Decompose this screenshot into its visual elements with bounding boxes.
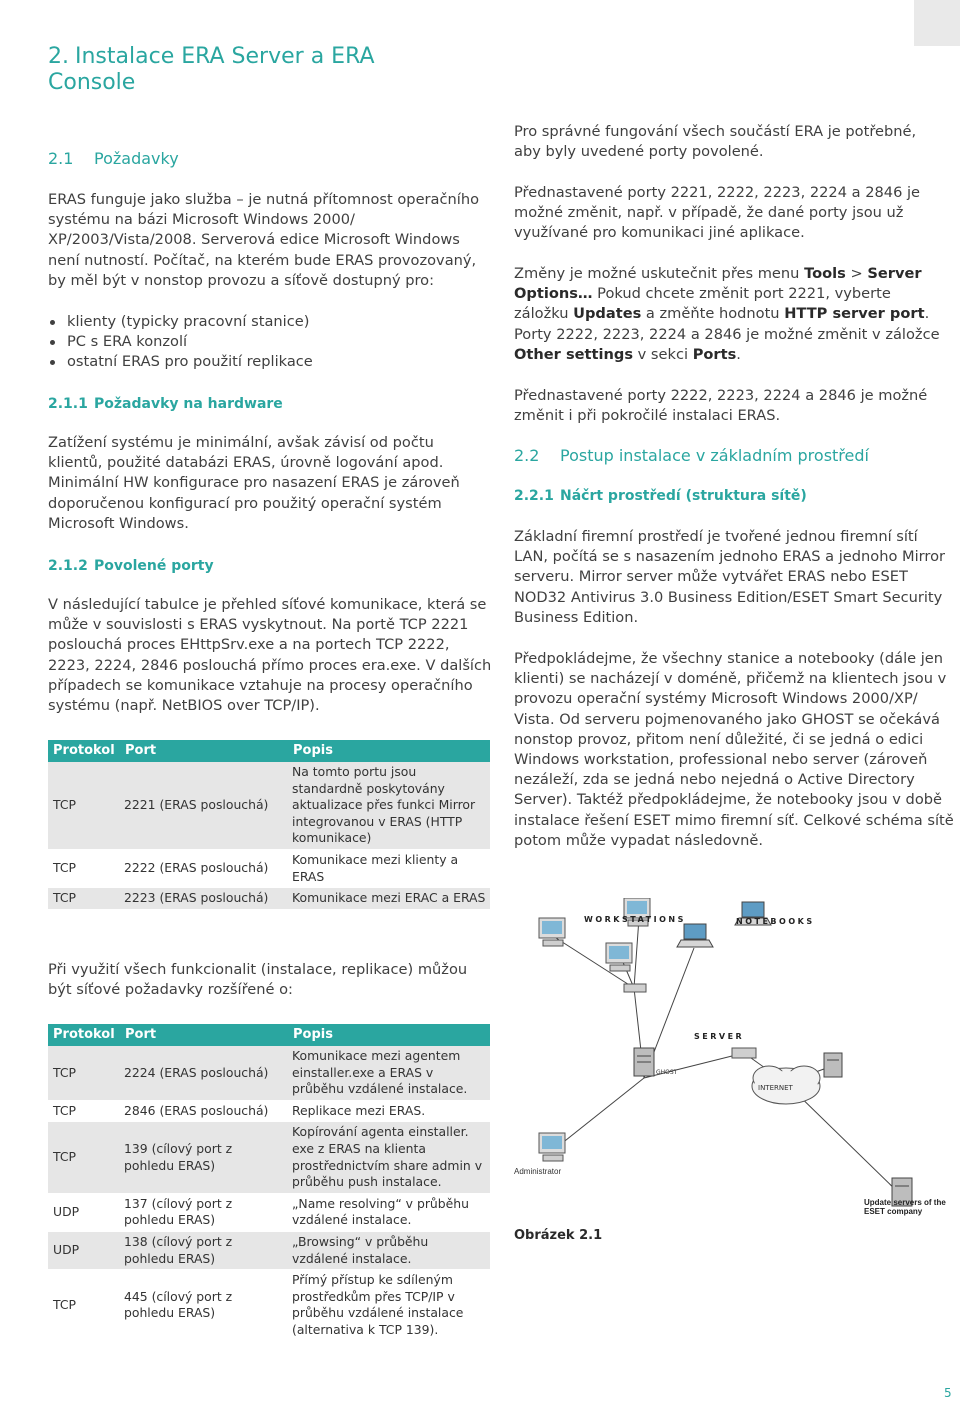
extended-requirements-paragraph: Při využití všech funkcionalit (instalace, replikace) můžou být síťové požadavky rozšířené o: — [48, 961, 468, 999]
table-row: TCP 2222 (ERAS poslouchá) Komunikace mezi klienty a ERAS — [48, 849, 490, 887]
workstation-icon — [606, 943, 632, 971]
extended-ports-table — [48, 1024, 490, 1342]
page-number: 5 — [944, 1386, 952, 1400]
default-ports-paragraph: Přednastavené porty 2221, 2222, 2223, 2224 a 2846 je možné změnit, např. v případě, že dané porty jsou už využívané pro komunikaci jiné aplikace. — [514, 184, 921, 242]
assumptions-paragraph: Předpokládejme, že všechny stanice a notebooky (dále jen klienti) se nacházejí v doméně, přičemž na klientech jsou v provozu operační systémy Microsoft Windows 2000/XP/ Vista. Od serveru pojmenovaného jako GHOST se očekává nonstop provoz, přitom není důležité, či se jedná o edici Windows workstation, professional nebo server (zároveň nezáleží, zda se jedná nebo nejedná o Active Directory Server). Taktéž předpokládejme, že notebooky jsou v době instalace řešení ESET mimo firemní síť. Celkové schéma sítě potom může vypadat následovně. — [514, 650, 954, 849]
column-header: Protokol — [48, 740, 120, 762]
environment-paragraph: Základní firemní prostředí je tvořené jednou firemní sítí LAN, počítá se s nasazením jednoho ERAS a jednoho Mirror serveru. Mirror server může vytvářet ERAS nebo ESET NOD32 Antivirus 3.0 Business Edition/ESET Smart Security Business Edition. — [514, 528, 946, 626]
section-ports: Ports — [692, 345, 737, 363]
menu-tools: Tools — [804, 265, 846, 282]
update-servers-label-wrapper — [864, 1198, 954, 1228]
workstation-icon — [539, 918, 565, 946]
corner-tab — [914, 0, 960, 46]
column-header: Port — [120, 740, 288, 762]
ghost-label: GHOST — [656, 1069, 678, 1076]
heading-2-1: 2.1 Požadavky — [48, 149, 179, 168]
workstation-icons — [539, 898, 650, 971]
table-row: TCP 2224 (ERAS poslouchá) Komunikace mezi agentem einstaller.exe a ERAS v průběhu vzdálené instalace. — [48, 1046, 490, 1100]
table-row: TCP 139 (cílový port z pohledu ERAS) Kopírování agenta einstaller. exe z ERAS na klienta prostřednictvím share admin v průběhu push instalace. — [48, 1122, 490, 1193]
column-header: Port — [120, 1024, 288, 1046]
network-diagram — [514, 898, 954, 1238]
heading-2-1-1: 2.1.1 Požadavky na hardware — [48, 396, 283, 412]
ports-paragraph: V následující tabulce je přehled síťové komunikace, která se může v souvislosti s ERAS vyskytnout. Na portě TCP 2221 poslouchá proces EHttpSrv.exe a na portech TCP 2222, 2223, 2224, 2846 poslouchá přímo proces era.exe. V dalších případech se komunikace vztahuje na procesy operačního systému (např. NetBIOS over TCP/IP). — [48, 596, 492, 715]
table-row: UDP 138 (cílový port z pohledu ERAS) „Browsing“ v průběhu vzdálené instalace. — [48, 1231, 490, 1269]
update-servers-label: Update servers of the ESET company — [864, 1198, 946, 1216]
menu-server-options: Server Options… — [514, 265, 922, 303]
table-row: TCP 2846 (ERAS poslouchá) Replikace mezi ERAS. — [48, 1100, 490, 1122]
tab-updates: Updates — [573, 305, 642, 323]
internet-label: INTERNET — [758, 1084, 793, 1092]
administrator-label: Administrator — [514, 1167, 562, 1176]
list-item: klienty (typicky pracovní stanice) — [48, 312, 488, 332]
table-row: TCP 445 (cílový port z pohledu ERAS) Přímý přístup ke sdíleným prostředkům přes TCP/IP v průběhu vzdálené instalace (alternativa k TCP 139). — [48, 1270, 490, 1341]
change-ports-paragraph: Změny je možné uskutečnit přes menu Tools > Server Options… Pokud chcete změnit port 2221, vyberte záložku Updates a změňte hodnotu HTTP server port. Porty 2222, 2223, 2224 a 2846 je možné změnit v záložce Other settings v sekci Ports. — [514, 265, 940, 363]
intro-paragraph: ERAS funguje jako služba – je nutná přítomnost operačního systému na bázi Microsoft Windows 2000/ XP/2003/Vista/2008. Serverová edice Microsoft Windows není nutností. Počítač, na kterém bude ERAS provozovaný, by měl být v nonstop provozu a síťově dostupný pro: — [48, 191, 479, 289]
page-title: 2. Instalace ERA Server a ERA Console — [48, 44, 375, 95]
server-label: SERVER — [694, 1032, 745, 1041]
setting-http-server-port: HTTP server port — [784, 305, 925, 323]
server-ghost-icon — [634, 1048, 654, 1076]
notebook-icon — [677, 924, 713, 947]
table-header-row — [48, 1024, 490, 1046]
ports-allowed-paragraph: Pro správné fungování všech součástí ERA je potřebné, aby byly uvedené porty povolené. — [514, 123, 917, 161]
ports-table — [48, 740, 490, 910]
router-icon — [732, 1048, 756, 1058]
table-row: TCP 2223 (ERAS poslouchá) Komunikace mezi ERAC a ERAS — [48, 888, 490, 910]
column-header: Popis — [288, 1024, 490, 1046]
administrator-icon — [539, 1133, 565, 1161]
list-item: ostatní ERAS pro použití replikace — [48, 352, 488, 372]
advanced-install-paragraph: Přednastavené porty 2222, 2223, 2224 a 2846 je možné změnit i při pokročilé instalaci ERAS. — [514, 387, 928, 425]
workstations-label: WORKSTATIONS — [584, 915, 686, 924]
remote-server-icon — [824, 1053, 842, 1077]
figure-caption: Obrázek 2.1 — [514, 1228, 603, 1243]
heading-2-2-1: 2.2.1 Náčrt prostředí (struktura sítě) — [514, 488, 807, 504]
table-header-row — [48, 740, 490, 762]
tab-other-settings: Other settings — [514, 345, 634, 363]
table-row: TCP 2221 (ERAS poslouchá) Na tomto portu jsou standardně poskytovány aktualizace přes funkci Mirror integrovanou v ERAS (HTTP komunikace) — [48, 762, 490, 849]
heading-2-1-2: 2.1.2 Povolené porty — [48, 558, 214, 574]
list-item: PC s ERA konzolí — [48, 332, 488, 352]
hardware-paragraph: Zatížení systému je minimální, avšak závisí od počtu klientů, použité databázi ERAS, úrovně logování apod. Minimální HW konfigurace pro nasazení ERAS je zároveň doporučenou konfigurací pro použitý operační systém Microsoft Windows. — [48, 434, 460, 532]
column-header: Protokol — [48, 1024, 120, 1046]
table-row: UDP 137 (cílový port z pohledu ERAS) „Name resolving“ v průběhu vzdálené instalace. — [48, 1193, 490, 1231]
hub-icon — [624, 984, 646, 992]
notebooks-label: NOTEBOOKS — [736, 917, 815, 926]
requirements-list — [48, 312, 488, 373]
heading-2-2: 2.2 Postup instalace v základním prostředí — [514, 446, 869, 465]
column-header: Popis — [288, 740, 490, 762]
